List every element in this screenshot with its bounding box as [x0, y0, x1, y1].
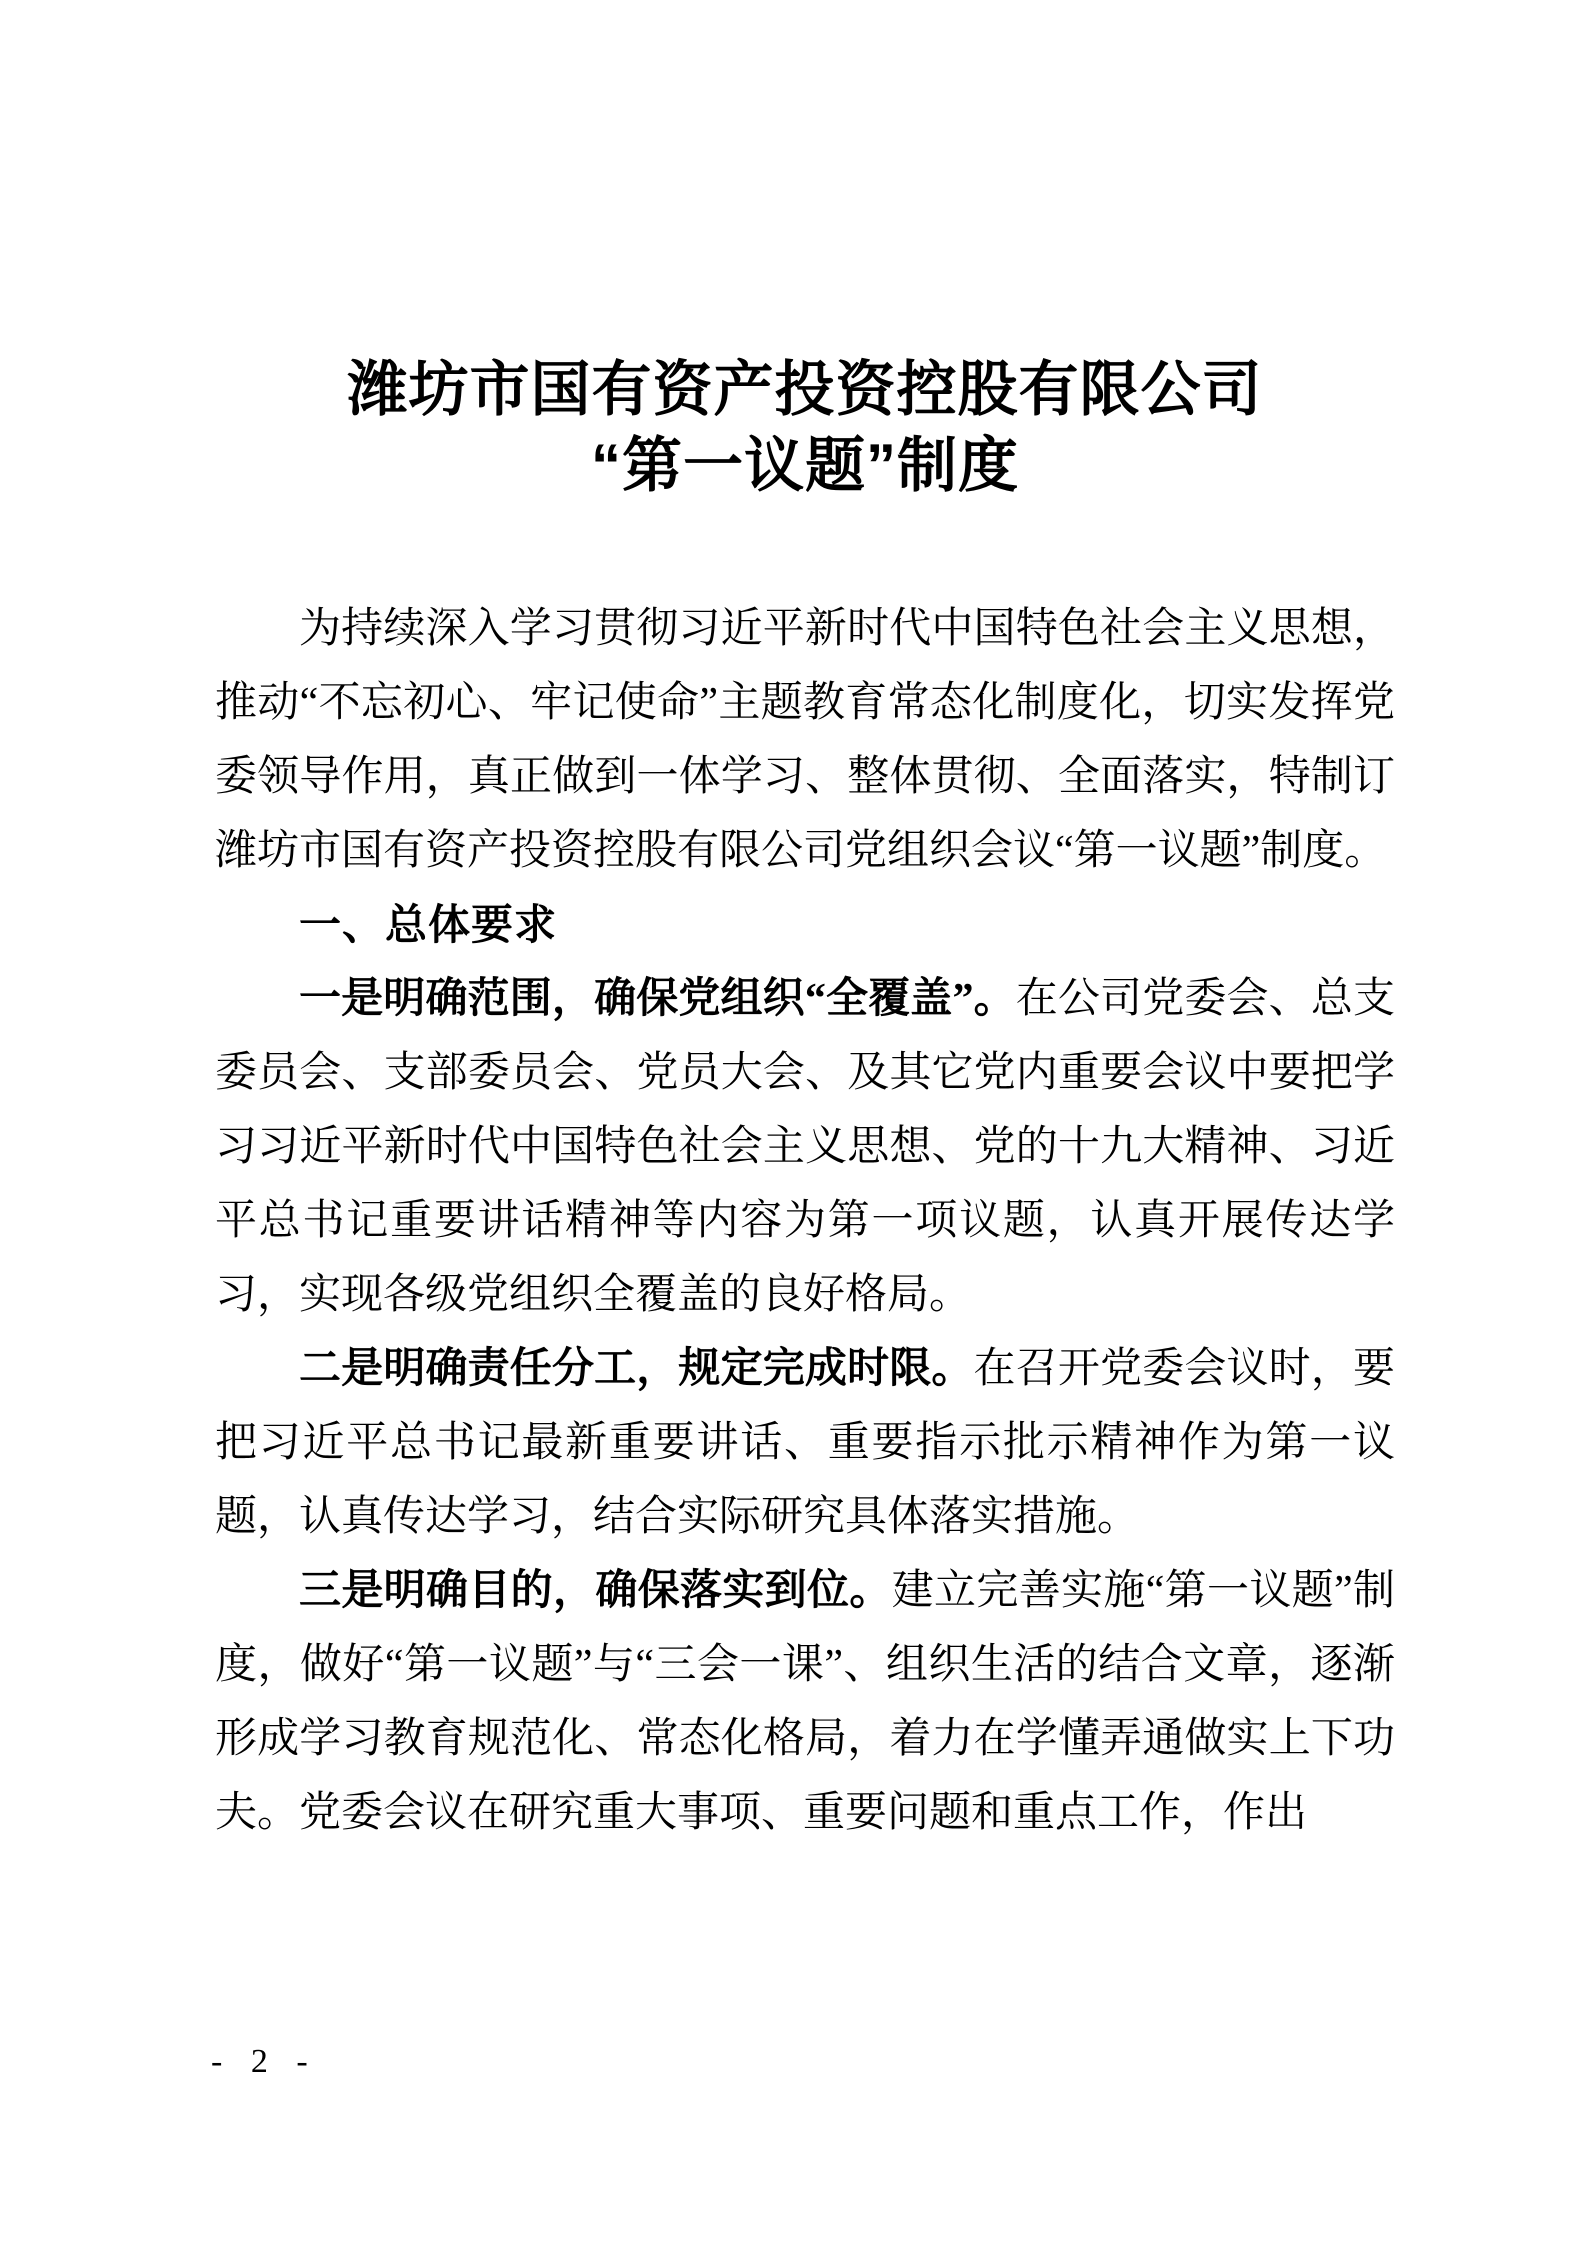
intro-paragraph: 为持续深入学习贯彻习近平新时代中国特色社会主义思想，推动“不忘初心、牢记使命”主题教育常态化制度化，切实发挥党委领导作用，真正做到一体学习、整体贯彻、全面落实，特制订潍坊市国有资产投资控股有限公司党组织会议“第一议题”制度。: [215, 606, 1395, 874]
section-heading-overall-requirements: 一、总体要求: [299, 901, 558, 948]
page-number: - 2 -: [211, 2043, 318, 2080]
policy-item-3: [215, 1554, 1395, 1850]
policy-item-2-lead: 二是明确责任分工，规定完成时限。: [299, 1346, 974, 1392]
policy-item-3-text: 建立完善实施“第一议题”制度，做好“第一议题”与“三会一课”、组织生活的结合文章，逐渐形成学习教育规范化、常态化格局，着力在学懂弄通做实上下功夫。党委会议在研究重大事项、重要问题和重点工作，作出: [215, 1568, 1395, 1836]
document-content: [215, 352, 1395, 1850]
document-title: [215, 352, 1395, 504]
policy-item-1-lead: 一是明确范围，确保党组织“全覆盖”。: [299, 976, 1016, 1022]
policy-item-1-text: 在公司党委会、总支委员会、支部委员会、党员大会、及其它党内重要会议中要把学习习近平新时代中国特色社会主义思想、党的十九大精神、习近平总书记重要讲话精神等内容为第一项议题，认真开展传达学习，实现各级党组织全覆盖的良好格局。: [215, 976, 1395, 1318]
document-body: [215, 592, 1395, 1850]
title-line-1: 潍坊市国有资产投资控股有限公司: [347, 356, 1263, 423]
policy-item-2: [215, 1332, 1395, 1554]
title-line-2: “第一议题”制度: [591, 432, 1019, 499]
policy-item-1: [215, 962, 1395, 1332]
policy-item-3-lead: 三是明确目的，确保落实到位。: [299, 1568, 892, 1614]
policy-item-2-text: 在召开党委会议时，要把习近平总书记最新重要讲话、重要指示批示精神作为第一议题，认真传达学习，结合实际研究具体落实措施。: [215, 1346, 1395, 1540]
